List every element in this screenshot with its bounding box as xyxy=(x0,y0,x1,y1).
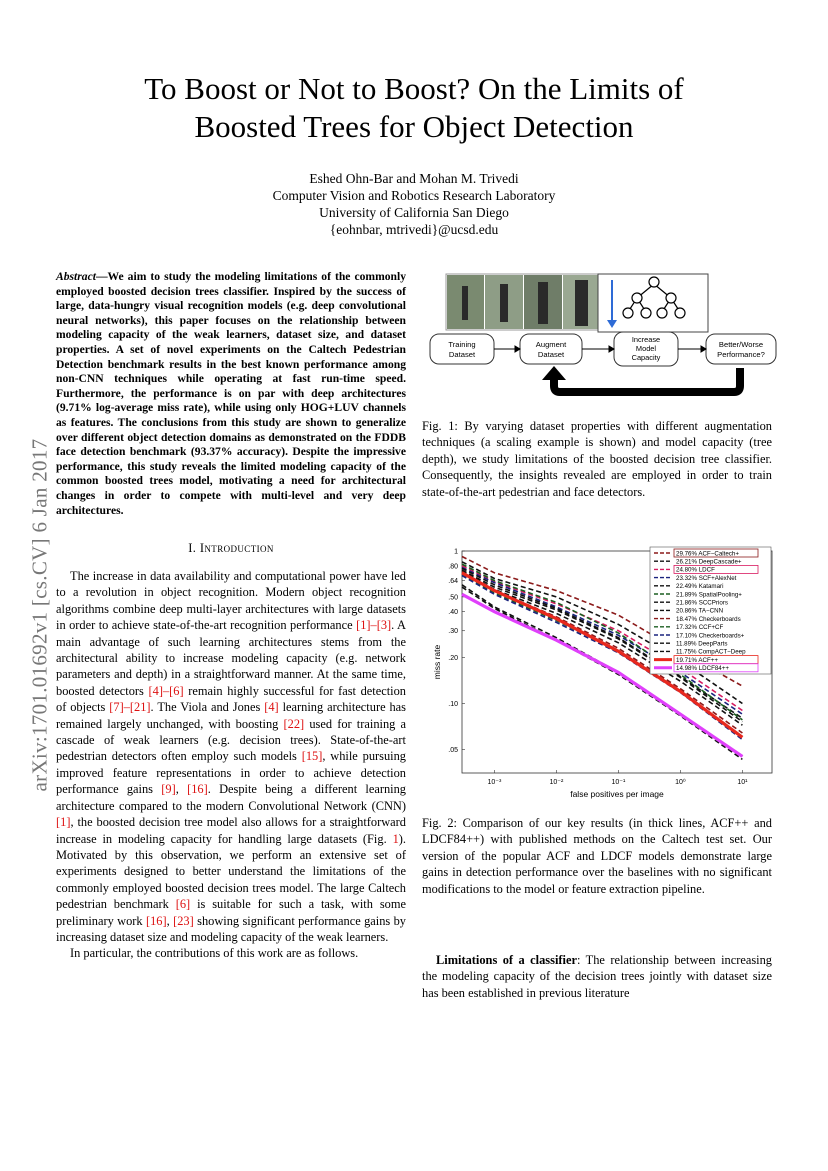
title-line-1: To Boost or Not to Boost? On the Limits of xyxy=(144,71,684,106)
limitations-lead: Limitations of a classifier xyxy=(436,953,577,967)
y-tick-label: .80 xyxy=(448,563,458,571)
section-heading-introduction xyxy=(56,541,406,556)
y-tick-label: .64 xyxy=(448,578,458,586)
x-tick-label: 10⁻³ xyxy=(487,779,502,786)
author-block xyxy=(160,170,668,238)
citation-link[interactable]: [1] xyxy=(56,815,71,830)
intro-text-run: , xyxy=(166,913,174,928)
citation-link[interactable]: [23] xyxy=(173,913,194,928)
introduction-body xyxy=(56,568,406,962)
y-tick-label: .50 xyxy=(448,594,458,602)
intro-paragraph-1 xyxy=(56,568,406,945)
intro-text-run: remain highly successful for fast detection of objects xyxy=(56,683,407,715)
title-line-2: Boosted Trees for Object Detection xyxy=(194,109,634,144)
box-training-dataset-l2: Dataset xyxy=(448,350,476,359)
legend-entry: 26.21% DeepCascade+ xyxy=(676,558,742,566)
intro-text-run: , xyxy=(175,782,188,797)
intro-text-run: is suitable for such a task, with some preliminary work xyxy=(56,897,406,928)
legend-entry: 23.32% SCF+AlexNet xyxy=(676,574,737,582)
authors: Eshed Ohn-Bar and Mohan M. Trivedi xyxy=(309,171,519,186)
citation-link[interactable]: [15] xyxy=(301,749,323,764)
abstract xyxy=(56,270,406,518)
legend-entry: 17.32% CCF+CF xyxy=(676,624,724,632)
citation-link[interactable]: [1]–[3] xyxy=(356,618,392,633)
box-training-dataset-l1: Training xyxy=(448,340,476,349)
x-tick-label: 10⁰ xyxy=(675,779,686,786)
x-tick-label: 10⁻¹ xyxy=(611,779,626,786)
y-tick-label: .40 xyxy=(448,609,458,617)
y-tick-label: .10 xyxy=(448,700,458,708)
x-axis-label: false positives per image xyxy=(570,789,664,799)
figure-1-diagram xyxy=(422,268,782,408)
limitations-text: : The relationship between increasing the modeling capacity of the decision trees jointly with dataset size has been established in previous literature xyxy=(422,953,772,1000)
feedback-arrow xyxy=(554,368,740,392)
citation-link[interactable]: [16] xyxy=(145,913,167,928)
section-number: I. xyxy=(188,541,197,555)
abstract-lead: Abstract xyxy=(56,270,96,283)
citation-link[interactable]: [9] xyxy=(161,782,176,797)
legend-entry: 17.10% Checkerboards+ xyxy=(676,632,745,640)
box-augment-dataset-l1: Augment xyxy=(535,340,567,349)
legend-entry: 11.75% CompACT−Deep xyxy=(676,648,746,656)
intro-text-run: ). Motivated by this observation, we perform an extensive set of experiments designed to better understand the limitations of the commonly employed boosted decision trees model. The large Caltech pedestrian benchmark xyxy=(56,831,406,912)
legend-entry: 11.89% DeepParts xyxy=(676,640,728,648)
feedback-arrowhead-icon xyxy=(542,366,566,380)
section-title: Introduction xyxy=(199,541,274,555)
legend-entry: 22.49% Katamari xyxy=(676,583,724,591)
citation-link[interactable]: [7]–[21] xyxy=(109,700,151,715)
intro-text-run: , while pursuing improved feature representations in order to achieve detection performance gains xyxy=(56,749,406,797)
legend-entry: 21.89% SpatialPooling+ xyxy=(676,591,742,599)
legend-entry: 21.86% SCCPriors xyxy=(676,599,728,607)
affiliation-lab: Computer Vision and Robotics Research Laboratory xyxy=(272,188,556,203)
abstract-text: —We aim to study the modeling limitations of the commonly employed boosted decision trees classifier. Inspired by the success of large, data-hungry visual recognition models (e.g. deep convolutional neural networks), this paper focuses on the relationship between modeling capacity of the weak learners, dataset size, and dataset properties. A set of novel experiments on the Caltech Pedestrian Detection benchmark results in the best known performance among non-CNN techniques while operating at fast run-time speed. Furthermore, the performance is on par with deep architectures (9.71% log-average miss rate), while using only HOG+LUV channels as features. The conclusions from this study are shown to generalize over different object detection domains as demonstrated on the FDDB face detection benchmark (93.37% accuracy). Despite the impressive performance, this study reveals the limited modeling capacity of the common boosted trees model, motivating a need for architectural changes in order to compete with multi-level and very deep architectures. xyxy=(56,270,406,517)
box-performance-l2: Performance? xyxy=(717,350,765,359)
intro-text-run: learning architecture has remained largely unchanged, with boosting xyxy=(56,700,407,731)
arxiv-stamp-text: arXiv:1701.01692v1 [cs.CV] 6 Jan 2017 xyxy=(27,438,52,792)
citation-link[interactable]: [4]–[6] xyxy=(148,683,184,698)
citation-link[interactable]: [6] xyxy=(175,897,191,912)
legend-entry: 29.76% ACF−Caltech+ xyxy=(676,550,739,558)
intro-text-run: . Despite being a different learning architecture compared to the modern Convolutional Network (CNN) xyxy=(56,782,406,813)
box-augment-dataset-l2: Dataset xyxy=(537,350,565,359)
box-increase-capacity-l3: Capacity xyxy=(631,353,661,362)
figure-2-caption: Fig. 2: Comparison of our key results (in thick lines, ACF++ and LDCF84++) with published methods on the Caltech test set. Our version of the popular ACF and LDCF models demonstrate large gains in detection performance over the baselines with no significant modifications to the model or feature extraction pipeline. xyxy=(422,816,772,896)
intro-text-run: , the boosted decision tree model also allows for a straightforward increase in modeling capacity for handling large datasets (Fig. xyxy=(56,815,406,846)
legend-entry: 19.71% ACF++ xyxy=(676,656,718,664)
figure-2-chart xyxy=(428,543,778,805)
y-tick-label: 1 xyxy=(454,548,458,556)
y-tick-label: .05 xyxy=(448,746,458,754)
citation-link[interactable]: [16] xyxy=(187,782,208,797)
box-increase-capacity-l2: Model xyxy=(635,344,657,353)
legend-entry: 14.98% LDCF84++ xyxy=(676,665,729,673)
legend-entry: 24.80% LDCF xyxy=(676,566,715,574)
limitations-paragraph xyxy=(422,952,772,1001)
citation-link[interactable]: [4] xyxy=(264,700,279,715)
author-email: {eohnbar, mtrivedi}@ucsd.edu xyxy=(329,222,499,237)
citation-link[interactable]: [22] xyxy=(283,716,305,731)
legend-entry: 18.47% Checkerboards xyxy=(676,615,741,623)
y-tick-label: .20 xyxy=(448,655,458,663)
intro-text-run: showing significant performance gains by increasing dataset size and modeling capacity of the weak learners. xyxy=(56,913,406,944)
intro-text-run: used for training a cascade of weak learners (e.g. decision trees). State-of-the-art pedestrian detectors often employ such models xyxy=(56,716,406,764)
x-tick-label: 10⁻² xyxy=(549,779,564,786)
pedestrian-photo-frames xyxy=(447,275,601,329)
y-tick-label: .30 xyxy=(448,628,458,636)
intro-paragraph-2: In particular, the contributions of this work are as follows. xyxy=(70,946,359,961)
y-axis-label: miss rate xyxy=(432,644,442,680)
intro-text-run: The increase in data availability and computational power have led to a revolution in object recognition. Modern object recognition algorithms combine deep multi-layer architectures with large datasets in order to achieve state-of-the-art recognition performance xyxy=(56,569,406,633)
intro-text-run: . A main advantage of such learning architectures stems from the architectural ability to increase modeling capacity (e.g. network parameters and depth) in a straightforward manner. At the same time, boosted detectors xyxy=(56,618,406,698)
legend-entry: 20.86% TA−CNN xyxy=(676,607,724,615)
intro-text-run: . The Viola and Jones xyxy=(150,700,265,715)
figure-1-caption: Fig. 1: By varying dataset properties with different augmentation techniques (a scaling example is shown) and model capacity (tree depth), we study limitations of the boosted decision tree classifier. Consequently, the insights revealed are employed in order to train state-of-the-art pedestrian and face detectors. xyxy=(422,419,772,499)
x-tick-label: 10¹ xyxy=(737,779,748,786)
box-performance-l1: Better/Worse xyxy=(718,340,764,349)
affiliation-university: University of California San Diego xyxy=(319,205,509,220)
box-increase-capacity-l1: Increase xyxy=(631,335,661,344)
paper-title xyxy=(60,70,768,146)
citation-link[interactable]: 1 xyxy=(392,831,399,846)
